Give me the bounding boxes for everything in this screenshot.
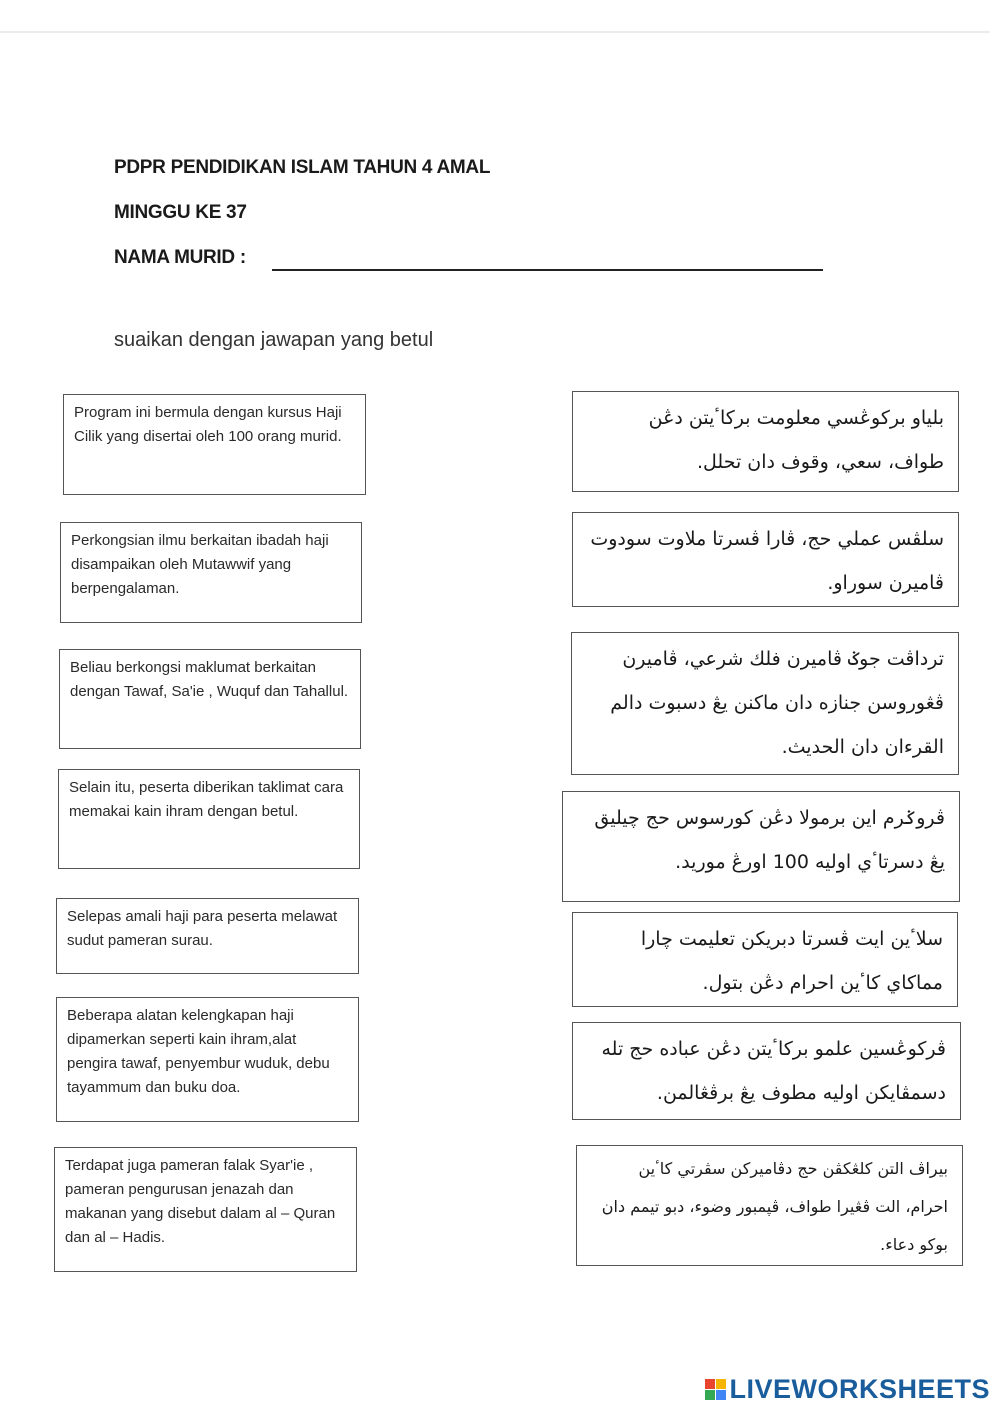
left-statement-5[interactable]: Selepas amali haji para peserta melawat sudut pameran surau.	[56, 898, 359, 974]
left-statement-2[interactable]: Perkongsian ilmu berkaitan ibadah haji disampaikan oleh Mutawwif yang berpengalaman.	[60, 522, 362, 623]
top-divider	[0, 31, 990, 33]
left-statement-4[interactable]: Selain itu, peserta diberikan taklimat cara memakai kain ihram dengan betul.	[58, 769, 360, 869]
left-statement-7[interactable]: Terdapat juga pameran falak Syar'ie , pameran pengurusan jenazah dan makanan yang disebut dalam al – Quran dan al – Hadis.	[54, 1147, 357, 1272]
instruction-text: suaikan dengan jawapan yang betul	[114, 329, 434, 351]
right-statement-3[interactable]: ترداڤت جوݢ ڤاميرن فلك شرعي، ڤاميرن ڤڠوروسن جنازه دان ماکنن يڠ دسبوت دالم القرءان دان الحديث.	[571, 632, 959, 775]
right-statement-4[interactable]: ڤروݢرم اين برمولا دڠن کورسوس حج چيليق يڠ دسرتاٴي اوليه 100 اورڠ موريد.	[562, 791, 960, 902]
left-statement-3[interactable]: Beliau berkongsi maklumat berkaitan dengan Tawaf, Sa'ie , Wuquf dan Tahallul.	[59, 649, 361, 749]
liveworksheets-logo-icon	[705, 1379, 726, 1400]
liveworksheets-logo	[705, 1374, 990, 1405]
right-statement-1[interactable]: بلياو بركوڠسي معلومت بركاٴيتن دڠن طواف، سعي، وقوف دان تحلل.	[572, 391, 959, 492]
right-statement-6[interactable]: ڤرکوڠسين علمو برکاٴيتن دڠن عباده حج تله دسمڤايکن اوليه مطوف يڠ برڤڠالمن.	[572, 1022, 961, 1120]
worksheet-title: PDPR PENDIDIKAN ISLAM TAHUN 4 AMAL	[114, 157, 491, 178]
right-statement-2[interactable]: سلڤس عملي حج، ڤارا ڤسرتا ملاوت سودوت ڤاميرن سوراو.	[572, 512, 959, 607]
student-name-label: NAMA MURID :	[114, 247, 246, 268]
week-label: MINGGU KE 37	[114, 202, 247, 223]
student-name-line[interactable]	[272, 269, 823, 271]
right-statement-5[interactable]: سلاٴين ايت ڤسرتا دبريکن تعليمت چارا مماکاي کاٴين احرام دڠن بتول.	[572, 912, 958, 1007]
left-statement-6[interactable]: Beberapa alatan kelengkapan haji dipamerkan seperti kain ihram,alat pengira tawaf, penyembur wuduk, debu tayammum dan buku doa.	[56, 997, 359, 1122]
brand-name: LIVEWORKSHEETS	[729, 1374, 990, 1404]
right-statement-7[interactable]: بيراڤ التن کلڠکڤن حج دڤاميرکن سڤرتي کاٴين احرام، الت ڤڠيرا طواف، ڤڽمبور وضوء، دبو تيمم دان بوکو دعاء.	[576, 1145, 963, 1266]
left-statement-1[interactable]: Program ini bermula dengan kursus Haji Cilik yang disertai oleh 100 orang murid.	[63, 394, 366, 495]
